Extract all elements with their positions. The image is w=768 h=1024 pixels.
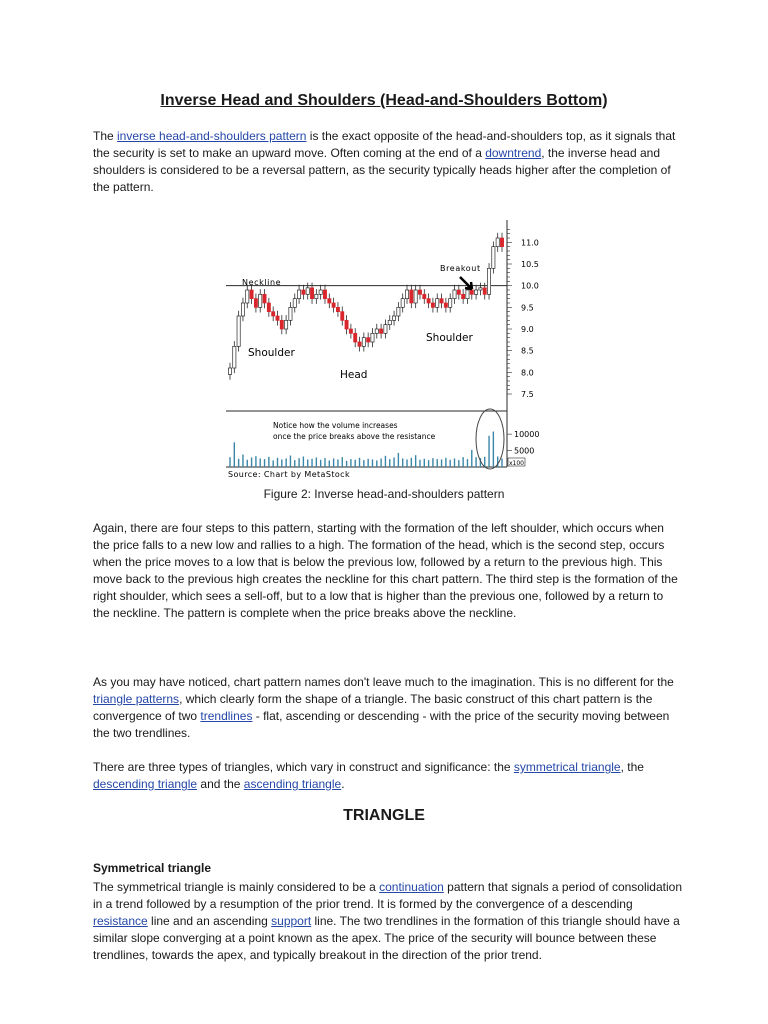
candle-body bbox=[362, 338, 365, 347]
candle-body bbox=[276, 316, 279, 320]
steps-paragraph: Again, there are four steps to this pattern, starting with the formation of the left shoulder, which occurs when the price falls to a new low and rallies to a high. The formation of the head, which is the second step, occurs when the price moves to a low that is below the previous low, followed by a return to the previous high. This move back to the previous high creates the neckline for this chart pattern. The third step is the formation of the right shoulder, which sees a sell-off, but to a low that is higher than the previous one, followed by a return to the neckline. The pattern is complete when the price breaks above the neckline. bbox=[93, 521, 678, 620]
candle-body bbox=[444, 303, 447, 307]
candle-body bbox=[449, 299, 452, 308]
symmetrical-triangle-link[interactable]: symmetrical triangle bbox=[513, 760, 621, 774]
right-shoulder-label: Shoulder bbox=[426, 332, 473, 344]
text: . bbox=[341, 777, 345, 791]
ascending-triangle-link[interactable]: ascending triangle bbox=[243, 777, 342, 791]
text: The symmetrical triangle is mainly considered to be a bbox=[93, 880, 380, 894]
downtrend-link[interactable]: downtrend bbox=[485, 146, 542, 160]
candle-body bbox=[267, 303, 270, 312]
price-tick-label: 11.0 bbox=[521, 238, 539, 248]
text: , which clearly form the shape of a triangle. The basic construct of this chart pattern is the convergence of two bbox=[93, 692, 653, 723]
candle-body bbox=[297, 290, 300, 299]
chart-source: Source: Chart by MetaStock bbox=[228, 470, 351, 479]
candle-body bbox=[367, 338, 370, 342]
price-tick-label: 8.5 bbox=[521, 346, 534, 356]
candle-body bbox=[462, 294, 465, 298]
candle-body bbox=[483, 288, 486, 295]
candle-body bbox=[289, 307, 292, 320]
price-tick-label: 10.5 bbox=[521, 260, 539, 269]
candle-body bbox=[241, 303, 244, 316]
candle-body bbox=[336, 307, 339, 311]
candle-body bbox=[431, 303, 434, 307]
candle-body bbox=[487, 268, 490, 294]
text: line. The two trendlines in the formation of this triangle should have a similar slope converging at a point known as the apex. The price of the security will bounce between these trendlines, towards the apex, and typically breakout in the direction of the prior trend. bbox=[93, 914, 680, 962]
head-label: Head bbox=[340, 369, 368, 381]
candle-body bbox=[414, 290, 417, 303]
text: is the exact opposite of the head-and-shoulders top, as it signals that the security is set to make an upward move. Often coming at the end of a bbox=[93, 129, 676, 160]
candle-body bbox=[302, 290, 305, 294]
text: The bbox=[93, 129, 118, 143]
candle-body bbox=[474, 290, 477, 294]
candle-body bbox=[440, 299, 443, 303]
candle-body bbox=[280, 320, 283, 329]
candle-body bbox=[341, 312, 344, 321]
price-tick-label: 10.0 bbox=[521, 281, 539, 291]
trendlines-link[interactable]: trendlines bbox=[200, 709, 253, 723]
candle-body bbox=[250, 290, 253, 299]
candle-body bbox=[479, 288, 482, 290]
text: , the inverse head and shoulders is considered to be a reversal pattern, as the security typically heads higher after the completion of the pattern. bbox=[93, 146, 671, 194]
breakout-arrow-icon bbox=[460, 277, 472, 289]
candle-body bbox=[371, 333, 374, 342]
price-tick-label: 9.5 bbox=[521, 303, 534, 313]
candle-body bbox=[349, 329, 352, 333]
candle-body bbox=[233, 346, 236, 368]
candle-body bbox=[246, 290, 249, 303]
subheading: Symmetrical triangle bbox=[93, 861, 212, 875]
volume-tick-label: 10000 bbox=[514, 430, 540, 440]
candle-body bbox=[328, 299, 331, 303]
volume-highlight-ellipse bbox=[476, 409, 504, 469]
candle-body bbox=[453, 290, 456, 299]
price-tick-label: 7.5 bbox=[521, 390, 534, 399]
candle-body bbox=[315, 294, 318, 298]
page-title: Inverse Head and Shoulders (Head-and-Shoulders Bottom) bbox=[160, 92, 608, 109]
candle-body bbox=[392, 316, 395, 320]
candle-body bbox=[254, 299, 257, 308]
candle-body bbox=[228, 368, 231, 375]
candle-body bbox=[263, 294, 266, 303]
inverse-head-and-shoulders-chart bbox=[222, 215, 540, 483]
candle-body bbox=[358, 342, 361, 346]
text: pattern that signals a period of consolidation in a trend followed by a resumption of the prior trend. It is formed by the convergence of a descending bbox=[93, 880, 682, 911]
candle-body bbox=[345, 320, 348, 329]
candle-body bbox=[272, 312, 275, 316]
triangle-intro-paragraph bbox=[93, 674, 683, 742]
text: - flat, ascending or descending - with the price of the security moving between the two trendlines. bbox=[93, 709, 670, 740]
figure-caption: Figure 2: Inverse head-and-shoulders pattern bbox=[263, 487, 505, 501]
candle-body bbox=[310, 288, 313, 299]
candle-body bbox=[405, 290, 408, 299]
support-link[interactable]: support bbox=[271, 914, 312, 928]
candle-body bbox=[354, 333, 357, 342]
candle-body bbox=[384, 325, 387, 334]
text: As you may have noticed, chart pattern names don't leave much to the imagination. This is no different for the bbox=[93, 675, 674, 689]
price-tick-label: 9.0 bbox=[521, 325, 534, 334]
candle-body bbox=[466, 290, 469, 299]
text: and the bbox=[197, 777, 244, 791]
symmetrical-triangle-paragraph bbox=[93, 879, 683, 964]
candle-body bbox=[492, 247, 495, 269]
candle-body bbox=[285, 320, 288, 329]
intro-paragraph bbox=[93, 128, 683, 196]
candle-body bbox=[388, 320, 391, 324]
candle-body bbox=[306, 288, 309, 295]
candle-body bbox=[332, 303, 335, 307]
candle-body bbox=[410, 290, 413, 303]
candle-body bbox=[401, 299, 404, 308]
neckline-label: Neckline bbox=[242, 278, 282, 287]
text: , the bbox=[620, 760, 644, 774]
candle-body bbox=[293, 299, 296, 308]
resistance-link[interactable]: resistance bbox=[93, 914, 148, 928]
triangle-patterns-link[interactable]: triangle patterns bbox=[93, 692, 180, 706]
price-tick-label: 8.0 bbox=[521, 368, 534, 378]
candle-body bbox=[375, 329, 378, 333]
candle-body bbox=[397, 307, 400, 316]
candle-body bbox=[237, 316, 240, 346]
candle-body bbox=[496, 238, 499, 247]
candle-body bbox=[500, 238, 503, 247]
candle-body bbox=[259, 294, 262, 307]
candle-body bbox=[423, 294, 426, 298]
section-heading: TRIANGLE bbox=[343, 807, 425, 824]
candle-body bbox=[436, 299, 439, 308]
text: There are three types of triangles, which vary in construct and significance: the bbox=[93, 760, 514, 774]
candle-body bbox=[380, 329, 383, 333]
triangle-types-paragraph bbox=[93, 759, 683, 793]
volume-unit-label: x100 bbox=[509, 460, 525, 467]
candle-body bbox=[427, 299, 430, 303]
breakout-label: Breakout bbox=[440, 264, 481, 273]
candle-body bbox=[457, 290, 460, 294]
volume-note-line1: Notice how the volume increases bbox=[273, 421, 398, 430]
continuation-link[interactable]: continuation bbox=[379, 880, 444, 894]
volume-axis bbox=[507, 411, 539, 467]
candle-body bbox=[418, 290, 421, 294]
volume-tick-label: 5000 bbox=[514, 446, 535, 456]
inverse-head-and-shoulders-link[interactable]: inverse head-and-shoulders pattern bbox=[117, 129, 307, 143]
text: line and an ascending bbox=[147, 914, 272, 928]
price-axis bbox=[507, 220, 539, 411]
left-shoulder-label: Shoulder bbox=[248, 347, 295, 359]
candle-body bbox=[470, 290, 473, 294]
volume-note-line2: once the price breaks above the resistance bbox=[273, 432, 436, 441]
descending-triangle-link[interactable]: descending triangle bbox=[93, 777, 198, 791]
candle-body bbox=[319, 290, 322, 294]
candle-body bbox=[323, 290, 326, 299]
chart-svg bbox=[222, 215, 540, 483]
